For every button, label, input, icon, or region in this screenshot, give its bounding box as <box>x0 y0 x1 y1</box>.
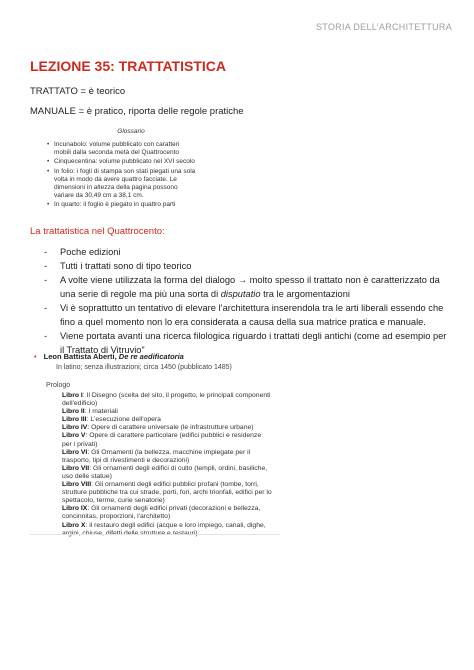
book-label: Libro II <box>62 408 85 416</box>
book-text: : Il Disegno (scelta del sito, il progetto, le principali componenti dell'edificio) <box>62 392 271 408</box>
alberti-heading <box>34 352 184 361</box>
alberti-subtitle: In latino; senza illustrazioni; circa 1450 (pubblicato 1485) <box>56 364 232 371</box>
work-title: De re aedificatoria <box>118 352 184 361</box>
bullet-text: molto spesso il trattato non è caratterizzato da una serie di regole ma più una sorta di <box>60 275 440 299</box>
course-header: STORIA DELL’ARCHITETTURA <box>315 22 452 32</box>
book-label: Libro X <box>62 521 86 529</box>
arrow-icon: → <box>237 275 248 285</box>
book-item <box>62 449 272 465</box>
book-text: : Opere di carattere particolare (edifici pubblici e residenze per i privati) <box>62 432 262 448</box>
definition-trattato: TRATTATO = è teorico <box>30 86 126 97</box>
book-text: : I materiali <box>84 408 118 416</box>
book-item <box>62 408 272 416</box>
book-item <box>62 416 272 424</box>
bullet-item: - Viene portata avanti una ricerca filologica riguardo i trattati degli antichi (come ad esempio per il Trattato di Vitruvio” <box>60 329 450 357</box>
book-item <box>62 465 272 481</box>
glossary-item: • In quarto: il foglio è piegato in quattro parti <box>54 201 196 209</box>
divider <box>30 534 280 535</box>
book-label: Libro VI <box>62 448 88 456</box>
book-item <box>62 392 272 408</box>
book-text: : Gli ornamenti degli edifici pubblici profani (tombe, torri, strutture pubbliche tra cui strade, porti, fori, archi trionfali, edifici per lo spettacolo, terme, curie senatorie) <box>62 481 272 505</box>
book-text: : Gli ornamenti degli edifici di culto (templi, ordini, basiliche, uso delle statue) <box>62 464 268 480</box>
book-text: : L'esecuzione dell'opera <box>86 416 161 424</box>
book-item <box>62 481 272 505</box>
book-item <box>62 432 272 448</box>
book-label: Libro III <box>62 416 87 424</box>
book-item <box>62 424 272 432</box>
bullet-icon: • <box>34 352 37 361</box>
books-list <box>62 392 272 538</box>
book-label: Libro IX <box>62 505 88 513</box>
book-text: : Opere di carattere universale (le infrastrutture urbane) <box>87 424 254 432</box>
bullet-item <box>60 273 450 301</box>
author-name: Leon Battista Aberti, <box>43 352 119 361</box>
prologo-label: Prologo <box>46 382 71 389</box>
book-label: Libro IV <box>62 424 88 432</box>
quattrocento-bullets <box>60 245 450 357</box>
book-label: Libro VIII <box>62 481 92 489</box>
book-text: : Gli ornamenti degli edifici privati (decorazioni e bellezza, concinnitas, proporzioni, l'architetto) <box>62 505 261 521</box>
book-label: Libro I <box>62 392 83 399</box>
lesson-title: LEZIONE 35: TRATTATISTICA <box>30 58 226 74</box>
bullet-item: - Vi è soprattutto un tentativo di elevare l’architettura inserendola tra le arti liberali essendo che fino a quel momento non lo era considerata a causa della sua matrice pratica e manuale. <box>60 301 450 329</box>
glossary-item: • In folio: i fogli di stampa son stati piegati una sola volta in modo da avere quattro facciate. Le dimensioni in altezza della pagina possono variare da 30,49 cm a 38,1 cm. <box>54 168 196 201</box>
definition-manuale: MANUALE = è pratico, riporta delle regole pratiche <box>30 106 244 117</box>
book-label: Libro VII <box>62 464 90 472</box>
bullet-item: - Tutti i trattati sono di tipo teorico <box>60 259 450 273</box>
book-label: Libro V <box>62 432 86 440</box>
book-text: : Gli Ornamenti (la bellezza, macchine impiegate per il trasporto, tipi di rivestimenti e decorazioni) <box>62 448 251 464</box>
bullet-text: tra le argomentazioni <box>260 289 350 299</box>
book-item <box>62 505 272 521</box>
bullet-text: A volte viene utilizzata la forma del dialogo <box>60 275 238 285</box>
bullet-item: - Poche edizioni <box>60 245 450 259</box>
glossary-list <box>46 141 196 210</box>
glossary-box <box>46 128 196 211</box>
book-item <box>62 522 272 538</box>
section-title: La trattatistica nel Quattrocento: <box>30 226 165 237</box>
glossary-item: • Cinquecentina: volume pubblicato nel XVI secolo <box>54 158 196 166</box>
glossary-title: Glossario <box>117 128 145 135</box>
glossary-item: • Incunabolo: volume pubblicato con caratteri mobili dalla seconda metà del Quattrocento <box>54 141 196 157</box>
italic-term: disputatio <box>220 289 261 299</box>
book-text: : il restauro degli edifici (acque e loro impiego, canali, dighe, <box>85 521 266 529</box>
